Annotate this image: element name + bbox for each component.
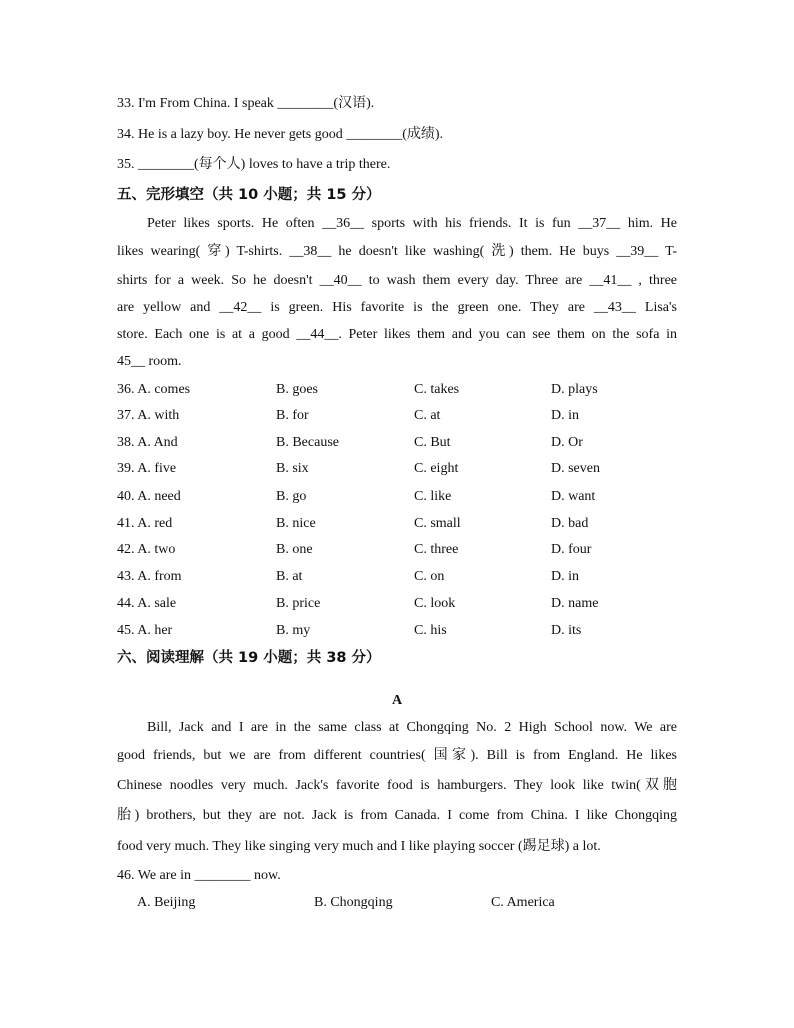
cloze-question-option-b: B. six xyxy=(276,461,309,476)
fill-item-hint: (每个人) loves to have a trip there. xyxy=(194,157,391,172)
cloze-question-option-d: D. bad xyxy=(551,516,589,531)
cloze-passage-line-3: shirts for a week. So he doesn't __40__ to wash them every day. Three are __41__ , three xyxy=(117,273,677,288)
reading-passage-line-3: Chinese noodles very much. Jack's favorite food is hamburgers. They look like twin(双胞 xyxy=(117,778,677,793)
question-text-end: now. xyxy=(250,868,281,883)
answer-blank: ________ xyxy=(277,96,334,111)
cloze-question-option-b: B. my xyxy=(276,623,311,638)
option-46-a: A. Beijing xyxy=(137,895,196,910)
cloze-question-option-d: D. seven xyxy=(551,461,600,476)
answer-blank: ________ xyxy=(138,157,194,172)
cloze-question-option-c: C. eight xyxy=(414,461,459,476)
reading-passage-line-5: food very much. They like singing very much and I like playing soccer (踢足球) a lot. xyxy=(117,839,601,854)
cloze-question-option-b: B. for xyxy=(276,408,309,423)
cloze-question-option-d: D. Or xyxy=(551,435,583,450)
cloze-passage-line-2: likes wearing( 穿) T-shirts. __38__ he doesn't like washing( 洗) them. He buys __39__ T- xyxy=(117,244,677,259)
cloze-question-option-c: C. on xyxy=(414,569,445,584)
cloze-question-option-a: 37. A. with xyxy=(117,408,180,423)
cloze-question-option-a: 38. A. And xyxy=(117,435,178,450)
cloze-question-option-c: C. But xyxy=(414,435,451,450)
section-title-cloze: 五、完形填空（共 10 小题；共 15 分） xyxy=(117,187,381,203)
cloze-question-option-c: C. look xyxy=(414,596,456,611)
cloze-question-option-b: B. one xyxy=(276,542,313,557)
cloze-question-option-a: 41. A. red xyxy=(117,516,173,531)
cloze-question-option-c: C. three xyxy=(414,542,459,557)
cloze-question-option-d: D. plays xyxy=(551,382,598,397)
fill-item-text: 33. I'm From China. I speak xyxy=(117,96,278,111)
cloze-passage-line-5: store. Each one is at a good __44__. Peter likes them and you can see them on the sofa in xyxy=(117,327,677,342)
fill-item-hint: (汉语). xyxy=(333,96,375,111)
cloze-question-option-d: D. name xyxy=(551,596,599,611)
cloze-question-option-c: C. small xyxy=(414,516,461,531)
question-text: 46. We are in xyxy=(117,868,195,883)
fill-item-hint: (成绩). xyxy=(402,127,444,142)
cloze-question-option-d: D. its xyxy=(551,623,582,638)
cloze-passage-line-4: are yellow and __42__ is green. His favorite is the green one. They are __43__ Lisa's xyxy=(117,300,677,315)
passage-label: A xyxy=(391,693,403,708)
cloze-question-option-a: 42. A. two xyxy=(117,542,176,557)
fill-item-34 xyxy=(117,125,443,145)
option-46-b: B. Chongqing xyxy=(314,895,393,910)
cloze-question-option-a: 39. A. five xyxy=(117,461,177,476)
cloze-passage-line-6: 45__ room. xyxy=(117,354,182,369)
cloze-question-option-b: B. price xyxy=(276,596,321,611)
cloze-question-option-a: 44. A. sale xyxy=(117,596,177,611)
cloze-question-option-b: B. Because xyxy=(276,435,339,450)
fill-item-text: 34. He is a lazy boy. He never gets good xyxy=(117,127,347,142)
cloze-question-option-d: D. four xyxy=(551,542,592,557)
cloze-question-option-b: B. go xyxy=(276,489,307,504)
cloze-question-option-a: 40. A. need xyxy=(117,489,181,504)
cloze-question-option-a: 45. A. her xyxy=(117,623,173,638)
cloze-question-option-c: C. takes xyxy=(414,382,460,397)
cloze-question-option-a: 43. A. from xyxy=(117,569,182,584)
cloze-question-option-c: C. at xyxy=(414,408,441,423)
answer-blank: ________ xyxy=(346,127,403,142)
cloze-passage-line-1: Peter likes sports. He often __36__ sports with his friends. It is fun __37__ him. He xyxy=(147,216,677,231)
reading-passage-line-4: 胎) brothers, but they are not. Jack is from Canada. I come from China. I like Chongqing xyxy=(117,808,677,823)
fill-item-text: 35. xyxy=(117,157,138,172)
cloze-question-option-d: D. want xyxy=(551,489,596,504)
cloze-question-option-b: B. at xyxy=(276,569,303,584)
cloze-question-option-d: D. in xyxy=(551,569,579,584)
option-46-c: C. America xyxy=(491,895,555,910)
cloze-question-option-c: C. his xyxy=(414,623,447,638)
cloze-question-option-d: D. in xyxy=(551,408,579,423)
fill-item-33 xyxy=(117,94,374,114)
question-46 xyxy=(117,866,281,886)
answer-blank: ________ xyxy=(194,868,251,883)
fill-item-35 xyxy=(117,155,390,175)
reading-passage-line-2: good friends, but we are from different countries( 国家). Bill is from England. He likes xyxy=(117,748,677,763)
cloze-question-option-b: B. goes xyxy=(276,382,318,397)
reading-passage-line-1: Bill, Jack and I are in the same class at Chongqing No. 2 High School now. We are xyxy=(147,720,677,735)
cloze-question-option-a: 36. A. comes xyxy=(117,382,191,397)
cloze-question-option-c: C. like xyxy=(414,489,452,504)
cloze-question-option-b: B. nice xyxy=(276,516,316,531)
section-title-reading: 六、阅读理解（共 19 小题；共 38 分） xyxy=(117,650,381,666)
